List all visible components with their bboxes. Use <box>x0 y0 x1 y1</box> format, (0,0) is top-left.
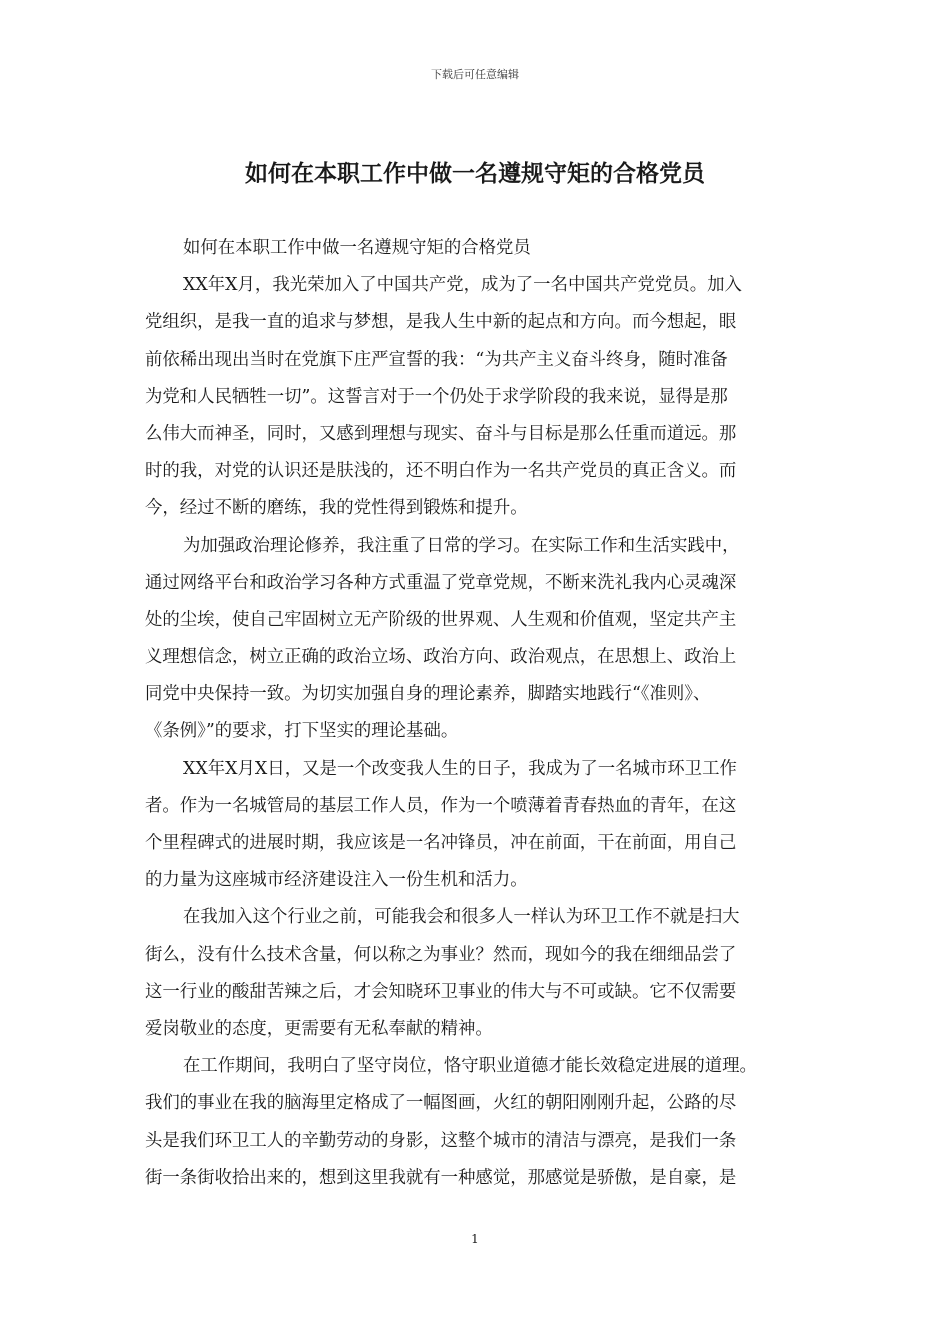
text-line: 为党和人民牺牲一切”。这誓言对于一个仍处于求学阶段的我来说，显得是那 <box>145 386 728 407</box>
text-line: 处的尘埃，使自己牢固树立无产阶级的世界观、人生观和价值观，坚定共产主 <box>145 609 737 630</box>
text-line: 如何在本职工作中做一名遵规守矩的合格党员 <box>183 238 531 258</box>
text-line: 《条例》”的要求，打下坚实的理论基础。 <box>145 721 459 742</box>
text-line: 爱岗敬业的态度，更需要有无私奉献的精神。 <box>145 1018 493 1039</box>
page-number: 1 <box>471 1232 479 1246</box>
text-line: 街一条街收拾出来的，想到这里我就有一种感觉，那感觉是骄傲，是自豪，是 <box>145 1167 737 1188</box>
text-line: 头是我们环卫工人的辛勤劳动的身影，这整个城市的清洁与漂亮，是我们一条 <box>145 1130 737 1151</box>
body-text <box>145 230 810 1197</box>
text-line: XX年X月X日，又是一个改变我人生的日子，我成为了一名城市环卫工作 <box>183 758 737 779</box>
text-line: 我们的事业在我的脑海里定格成了一幅图画，火红的朝阳刚刚升起，公路的尽 <box>145 1093 737 1114</box>
text-line: 的力量为这座城市经济建设注入一份生机和活力。 <box>145 870 528 891</box>
text-line: XX年X月，我光荣加入了中国共产党，成为了一名中国共产党党员。加入 <box>183 275 742 296</box>
document-title: 如何在本职工作中做一名遵规守矩的合格党员 <box>245 160 705 187</box>
text-line: 么伟大而神圣，同时，又感到理想与现实、奋斗与目标是那么任重而道远。那 <box>145 423 737 444</box>
text-line: 街么，没有什么技术含量，何以称之为事业？然而，现如今的我在细细品尝了 <box>145 944 737 965</box>
text-line: 时的我，对党的认识还是肤浅的，还不明白作为一名共产党员的真正含义。而 <box>145 461 737 482</box>
text-line: 者。作为一名城管局的基层工作人员，作为一个喷薄着青春热血的青年，在这 <box>145 795 737 816</box>
header-note: 下载后可任意编辑 <box>431 68 519 81</box>
text-line: 在工作期间，我明白了坚守岗位，恪守职业道德才能长效稳定进展的道理。 <box>183 1056 757 1077</box>
text-line: 通过网络平台和政治学习各种方式重温了党章党规，不断来洗礼我内心灵魂深 <box>145 572 737 593</box>
text-line: 在我加入这个行业之前，可能我会和很多人一样认为环卫工作不就是扫大 <box>183 907 740 928</box>
text-line: 这一行业的酸甜苦辣之后，才会知晓环卫事业的伟大与不可或缺。它不仅需要 <box>145 981 737 1002</box>
text-line: 义理想信念，树立正确的政治立场、政治方向、政治观点，在思想上、政治上 <box>145 647 737 668</box>
text-line: 个里程碑式的进展时期，我应该是一名冲锋员，冲在前面，干在前面，用自己 <box>145 833 737 853</box>
text-line: 前依稀出现出当时在党旗下庄严宣誓的我：“为共产主义奋斗终身，随时准备 <box>145 349 728 370</box>
text-line: 党组织，是我一直的追求与梦想，是我人生中新的起点和方向。而今想起，眼 <box>145 312 737 333</box>
text-line: 为加强政治理论修养，我注重了日常的学习。在实际工作和生活实践中， <box>183 535 740 556</box>
text-line: 今，经过不断的磨练，我的党性得到锻炼和提升。 <box>145 498 528 519</box>
text-line: 同党中央保持一致。为切实加强自身的理论素养，脚踏实地践行“《准则》、 <box>145 684 711 705</box>
